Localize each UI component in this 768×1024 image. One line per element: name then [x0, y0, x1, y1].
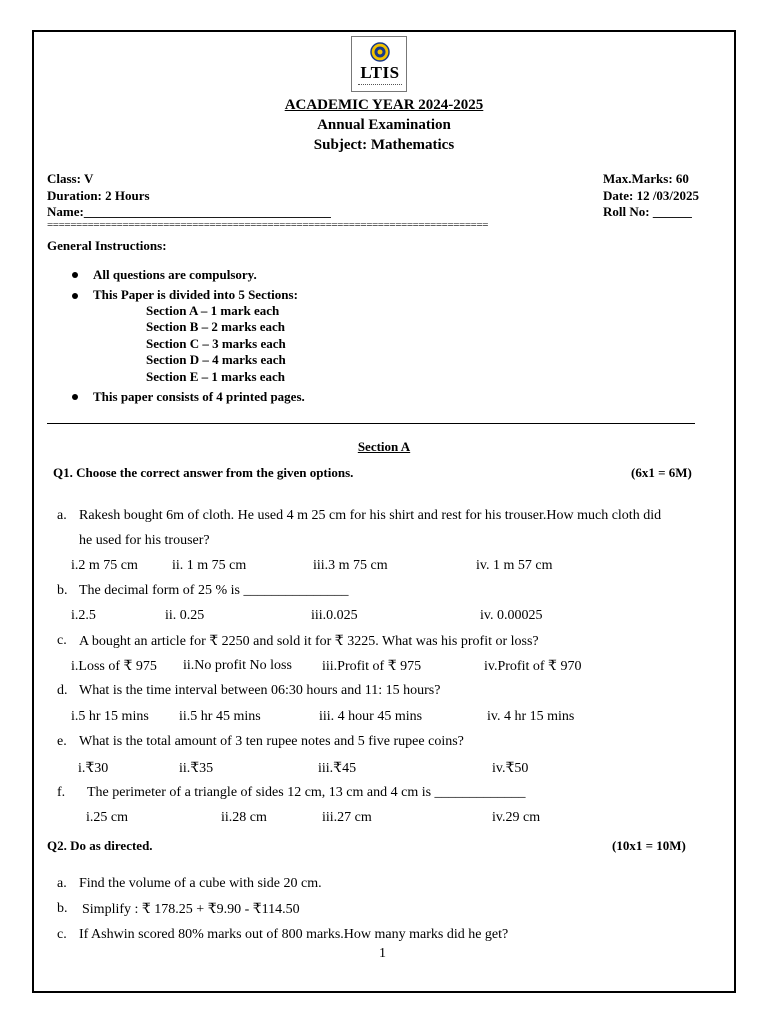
bullet-icon: [72, 293, 78, 299]
instruction-item: This Paper is divided into 5 Sections:: [93, 287, 298, 302]
separator-line: ============================================================================: [47, 219, 489, 231]
question-text: What is the time interval between 06:30 hours and 11: 15 hours?: [79, 683, 441, 698]
option: iv. 1 m 57 cm: [476, 558, 553, 573]
option: iii.0.025: [311, 608, 358, 623]
divider-line: [47, 423, 695, 424]
question-letter: b.: [57, 583, 68, 598]
question-letter: c.: [57, 927, 67, 942]
question-text: The perimeter of a triangle of sides 12 cm, 13 cm and 4 cm is _____________: [87, 785, 526, 800]
duration-label: Duration: 2 Hours: [47, 188, 150, 203]
option: iii.Profit of ₹ 975: [322, 659, 422, 674]
option: ii.No profit No loss: [183, 658, 292, 673]
option: iii.₹45: [318, 761, 357, 776]
option: i.2.5: [71, 608, 96, 623]
q2-marks: (10x1 = 10M): [612, 838, 686, 853]
question-text: Simplify : ₹ 178.25 + ₹9.90 - ₹114.50: [82, 902, 300, 917]
school-logo: [351, 36, 407, 92]
section-info: Section D – 4 marks each: [146, 352, 286, 367]
question-letter: f.: [57, 785, 66, 800]
max-marks-label: Max.Marks: 60: [603, 171, 689, 186]
section-info: Section C – 3 marks each: [146, 336, 286, 351]
question-letter: e.: [57, 734, 67, 749]
instruction-item: All questions are compulsory.: [93, 267, 257, 282]
option: iii. 4 hour 45 mins: [319, 709, 423, 724]
question-letter: c.: [57, 633, 67, 648]
option: iv.₹50: [492, 761, 529, 776]
question-text: What is the total amount of 3 ten rupee notes and 5 five rupee coins?: [79, 734, 464, 749]
question-letter: a.: [57, 876, 67, 891]
option: i.₹30: [78, 761, 109, 776]
option: ii.28 cm: [221, 810, 267, 825]
instructions-title: General Instructions:: [47, 238, 167, 253]
question-letter: a.: [57, 508, 67, 523]
bullet-icon: [72, 394, 78, 400]
question-text: If Ashwin scored 80% marks out of 800 marks.How many marks did he get?: [79, 927, 509, 942]
page-number: 1: [379, 946, 386, 961]
instruction-item: This paper consists of 4 printed pages.: [93, 389, 305, 404]
option: i.2 m 75 cm: [71, 558, 138, 573]
q2-label: Q2. Do as directed.: [47, 838, 153, 853]
logo-tagline: [358, 84, 402, 86]
bullet-icon: [72, 272, 78, 278]
question-text: Rakesh bought 6m of cloth. He used 4 m 25 cm for his shirt and rest for his trouser.How much cloth did: [79, 508, 662, 523]
section-a-title: Section A: [357, 439, 411, 454]
section-info: Section B – 2 marks each: [146, 319, 286, 334]
academic-year: ACADEMIC YEAR 2024-2025: [284, 97, 484, 113]
section-info: Section A – 1 mark each: [146, 303, 280, 318]
question-letter: d.: [57, 683, 68, 698]
option: ii. 0.25: [165, 608, 205, 623]
subject-title: Subject: Mathematics: [313, 137, 455, 153]
question-text: A bought an article for ₹ 2250 and sold it for ₹ 3225. What was his profit or loss?: [79, 634, 539, 649]
option: i.5 hr 15 mins: [71, 709, 149, 724]
school-seal-icon: [370, 42, 390, 62]
section-info: Section E – 1 marks each: [146, 369, 286, 384]
question-text: The decimal form of 25 % is _______________: [79, 583, 349, 598]
q1-label: Q1. Choose the correct answer from the given options.: [53, 465, 354, 480]
option: iv.29 cm: [492, 810, 541, 825]
option: iii.27 cm: [322, 810, 372, 825]
logo-text: LTIS: [360, 63, 400, 82]
q1-marks: (6x1 = 6M): [631, 465, 692, 480]
date-label: Date: 12 /03/2025: [603, 188, 700, 203]
class-label: Class: V: [47, 171, 94, 186]
name-field: Name:______________________________________: [47, 204, 331, 219]
option: i.Loss of ₹ 975: [71, 659, 157, 674]
question-text: he used for his trouser?: [79, 533, 210, 548]
option: iv.Profit of ₹ 970: [484, 659, 582, 674]
roll-number-field: Roll No: ______: [603, 204, 692, 219]
option: iv. 4 hr 15 mins: [487, 709, 575, 724]
exam-title: Annual Examination: [317, 117, 451, 133]
question-text: Find the volume of a cube with side 20 cm.: [79, 876, 322, 891]
option: iv. 0.00025: [480, 608, 543, 623]
option: iii.3 m 75 cm: [313, 558, 388, 573]
option: ii. 1 m 75 cm: [172, 558, 247, 573]
option: i.25 cm: [86, 810, 128, 825]
question-letter: b.: [57, 901, 68, 916]
option: ii.₹35: [179, 761, 214, 776]
option: ii.5 hr 45 mins: [179, 709, 261, 724]
